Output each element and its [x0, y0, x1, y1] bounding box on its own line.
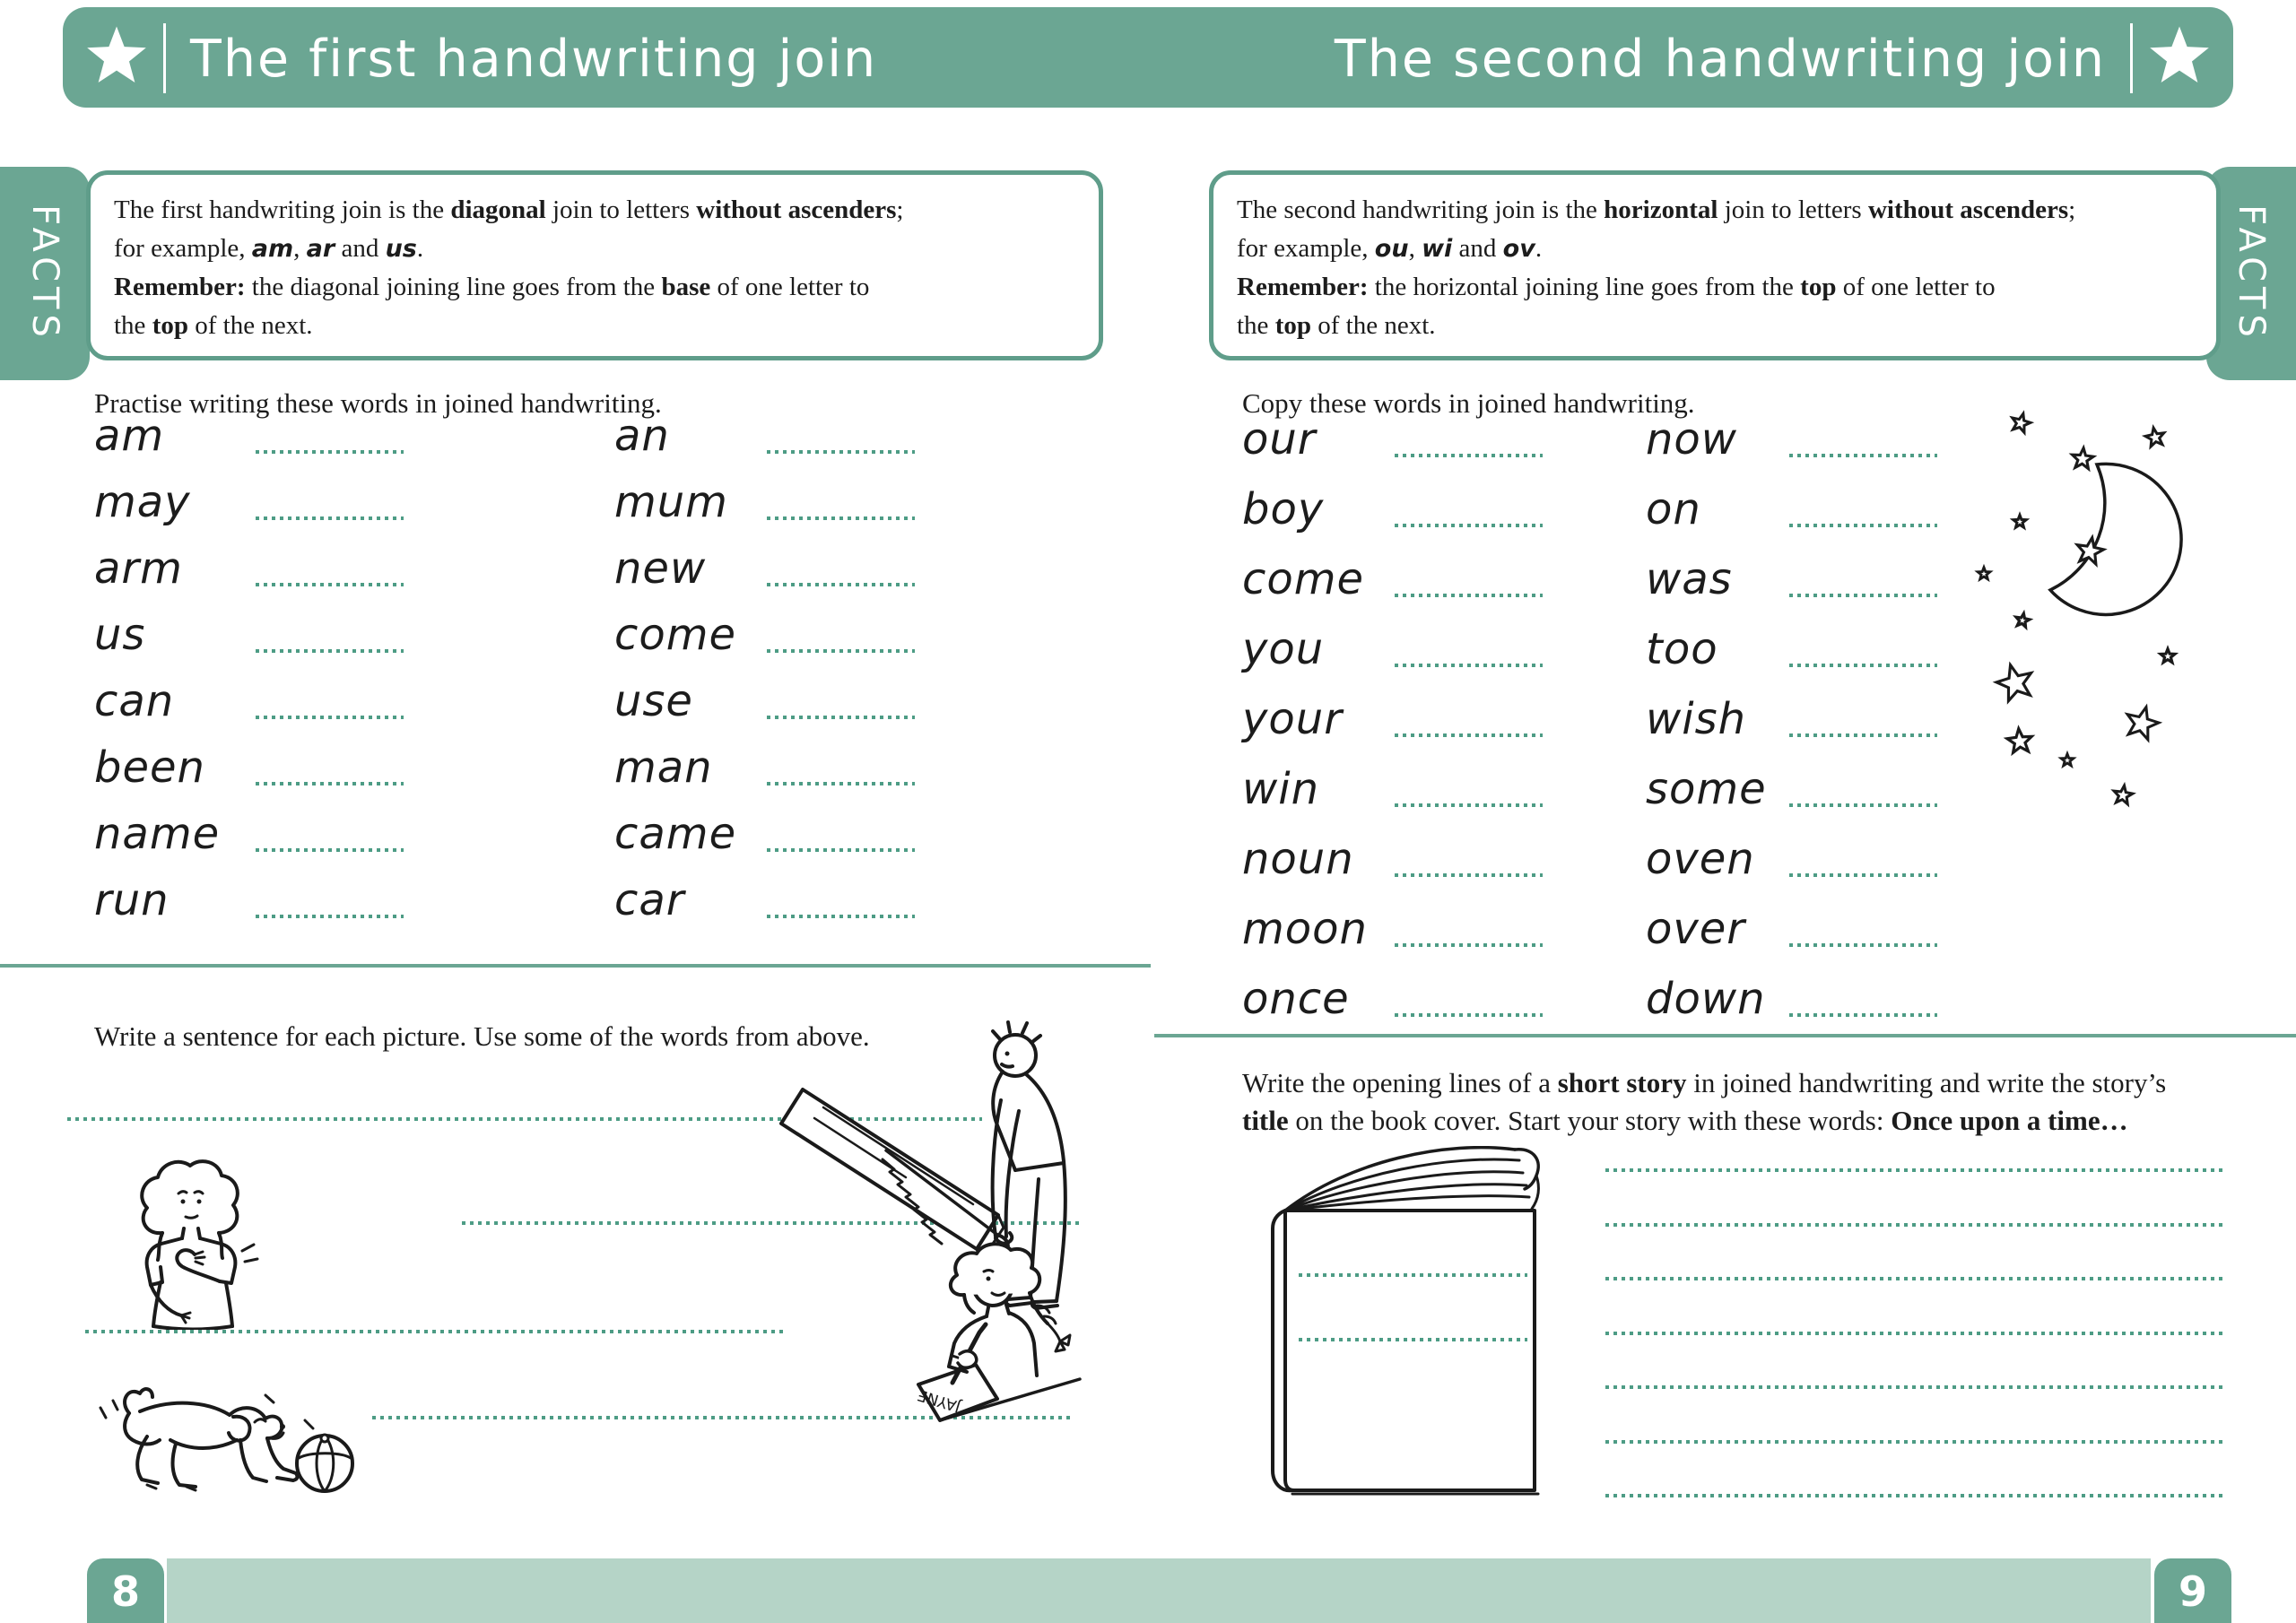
- dog-chasing-ball-illustration: [90, 1381, 359, 1499]
- write-in-line: [1789, 594, 1937, 597]
- instruction-story-line1: Write the opening lines of a short story in joined handwriting and write the story’s: [1242, 1067, 2167, 1098]
- section-divider-right: [1154, 1034, 2296, 1037]
- write-in-line: [256, 516, 404, 520]
- write-line-cell: [1395, 755, 1601, 825]
- write-line-cell: [1395, 895, 1601, 965]
- write-in-line: [85, 1330, 787, 1333]
- practice-word: can: [94, 676, 175, 726]
- practice-word: win: [1242, 764, 1320, 814]
- facts-line: The second handwriting join is the horizontal join to letters without ascenders;: [1237, 195, 2076, 224]
- practice-word: moon: [1242, 904, 1368, 954]
- write-in-line: [767, 583, 915, 586]
- write-line-column: [1395, 405, 1601, 1035]
- practice-word: mum: [614, 477, 728, 527]
- practice-word: our: [1242, 414, 1317, 464]
- write-line-column: [767, 405, 973, 936]
- write-line-cell: [1395, 615, 1601, 685]
- write-in-line: [256, 915, 404, 918]
- write-line-cell: [767, 671, 973, 737]
- write-in-line: [256, 848, 404, 852]
- write-line-cell: [1395, 475, 1601, 545]
- facts-tab-left: [0, 167, 90, 380]
- facts-line: the top of the next.: [114, 311, 313, 340]
- facts-line: The first handwriting join is the diagonal join to letters without ascenders;: [114, 195, 904, 224]
- write-in-line: [1605, 1494, 2224, 1497]
- write-in-line: [1789, 943, 1937, 947]
- write-line-cell: [767, 803, 973, 870]
- practice-word: car: [614, 875, 685, 925]
- practice-word: down: [1646, 974, 1766, 1024]
- header-band: [63, 7, 2233, 108]
- write-in-line: [1395, 733, 1543, 737]
- write-line-cell: [767, 472, 973, 538]
- facts-box-left: [86, 170, 1103, 360]
- practice-word: am: [94, 411, 165, 461]
- write-in-line: [1395, 803, 1543, 807]
- write-in-line: [1789, 454, 1937, 457]
- practice-word: noun: [1242, 834, 1354, 884]
- write-in-line: [256, 583, 404, 586]
- write-in-line: [1395, 1013, 1543, 1017]
- page-number-right: 9: [2154, 1558, 2231, 1623]
- write-line-cell: [1395, 545, 1601, 615]
- paper-label: JAYNE: [915, 1384, 963, 1416]
- write-line-cell: [1395, 405, 1601, 475]
- write-line-cell: [256, 405, 462, 472]
- write-in-line: [1605, 1440, 2224, 1444]
- write-line-cell: [256, 737, 462, 803]
- instruction-practise: Practise writing these words in joined handwriting.: [94, 387, 662, 419]
- write-in-line: [256, 450, 404, 454]
- girl-writing-illustration: [913, 1239, 1083, 1432]
- practice-word: your: [1242, 694, 1343, 744]
- write-line-cell: [256, 604, 462, 671]
- book-title-line: [1299, 1273, 1527, 1277]
- write-in-line: [767, 848, 915, 852]
- write-in-line: [767, 782, 915, 785]
- practice-word: once: [1242, 974, 1350, 1024]
- write-in-line: [1789, 733, 1937, 737]
- practice-word: an: [614, 411, 670, 461]
- write-in-line: [1605, 1332, 2224, 1335]
- practice-word: use: [614, 676, 693, 726]
- practice-word: on: [1646, 484, 1701, 534]
- write-in-line: [1789, 873, 1937, 877]
- practice-word: man: [614, 742, 713, 793]
- header-divider: [2130, 23, 2133, 93]
- practice-word: came: [614, 809, 737, 859]
- write-line-cell: [256, 870, 462, 936]
- instruction-copy: Copy these words in joined handwriting.: [1242, 387, 1695, 419]
- instruction-story-line2: title on the book cover. Start your story with these words: Once upon a time…: [1242, 1105, 2128, 1136]
- star-icon: [2145, 23, 2213, 91]
- write-in-line: [1789, 1013, 1937, 1017]
- practice-word: boy: [1242, 484, 1325, 534]
- write-line-cell: [1395, 685, 1601, 755]
- write-in-line: [1605, 1168, 2224, 1172]
- woman-scratching-arm-illustration: [106, 1150, 290, 1330]
- facts-tab-label: FACTS: [24, 204, 65, 343]
- book-illustration: [1251, 1146, 1567, 1497]
- write-line-cell: [767, 870, 973, 936]
- practice-word: new: [614, 543, 707, 594]
- footer-bar: [167, 1558, 2151, 1623]
- facts-line: Remember: the diagonal joining line goes from the base of one letter to: [114, 273, 870, 301]
- practice-word: too: [1646, 624, 1718, 674]
- write-line-cell: [767, 405, 973, 472]
- write-in-line: [256, 782, 404, 785]
- write-in-line: [767, 716, 915, 719]
- write-in-line: [1605, 1277, 2224, 1280]
- header-divider: [163, 23, 166, 93]
- practice-word: name: [94, 809, 221, 859]
- facts-tab-label: FACTS: [2231, 204, 2272, 343]
- practice-word: us: [94, 610, 146, 660]
- write-line-cell: [767, 737, 973, 803]
- write-in-line: [767, 915, 915, 918]
- write-in-line: [1395, 454, 1543, 457]
- page-title-left: The first handwriting join: [190, 30, 878, 89]
- practice-word: wish: [1646, 694, 1747, 744]
- write-in-line: [767, 516, 915, 520]
- book-title-line: [1299, 1338, 1527, 1341]
- section-divider-left: [0, 964, 1151, 968]
- write-line-cell: [256, 671, 462, 737]
- write-line-cell: [1395, 825, 1601, 895]
- practice-word: run: [94, 875, 170, 925]
- write-line-cell: [256, 472, 462, 538]
- write-line-cell: [767, 604, 973, 671]
- practice-word: oven: [1646, 834, 1755, 884]
- facts-line: for example, ou, wi and ov.: [1237, 234, 1543, 263]
- practice-word: may: [94, 477, 191, 527]
- write-in-line: [1605, 1385, 2224, 1389]
- write-in-line: [1395, 594, 1543, 597]
- star-icon: [83, 23, 151, 91]
- practice-word: was: [1646, 554, 1733, 604]
- practice-word: you: [1242, 624, 1325, 674]
- write-line-cell: [256, 803, 462, 870]
- write-in-line: [1789, 664, 1937, 667]
- write-in-line: [1395, 664, 1543, 667]
- write-in-line: [256, 716, 404, 719]
- write-in-line: [1395, 873, 1543, 877]
- page-title-right: The second handwriting join: [1334, 30, 2106, 89]
- write-line-cell: [1395, 965, 1601, 1035]
- write-in-line: [767, 649, 915, 653]
- facts-line: the top of the next.: [1237, 311, 1436, 340]
- write-in-line: [1789, 524, 1937, 527]
- write-in-line: [1395, 524, 1543, 527]
- practice-word: come: [614, 610, 737, 660]
- write-line-cell: [767, 538, 973, 604]
- write-in-line: [1395, 943, 1543, 947]
- page-number-left: 8: [87, 1558, 164, 1623]
- practice-word: arm: [94, 543, 183, 594]
- write-line-column: [256, 405, 462, 936]
- write-in-line: [767, 450, 915, 454]
- write-in-line: [256, 649, 404, 653]
- practice-word: over: [1646, 904, 1746, 954]
- moon-and-stars-illustration: [1946, 395, 2296, 1004]
- write-in-line: [1605, 1223, 2224, 1227]
- practice-word: some: [1646, 764, 1767, 814]
- practice-word: come: [1242, 554, 1365, 604]
- instruction-sentence: Write a sentence for each picture. Use some of the words from above.: [94, 1020, 870, 1052]
- write-in-line: [1789, 803, 1937, 807]
- facts-line: for example, am, ar and us.: [114, 234, 424, 263]
- write-line-cell: [256, 538, 462, 604]
- practice-word: been: [94, 742, 205, 793]
- practice-word: now: [1646, 414, 1738, 464]
- facts-line: Remember: the horizontal joining line goes from the top of one letter to: [1237, 273, 1996, 301]
- facts-box-right: [1209, 170, 2221, 360]
